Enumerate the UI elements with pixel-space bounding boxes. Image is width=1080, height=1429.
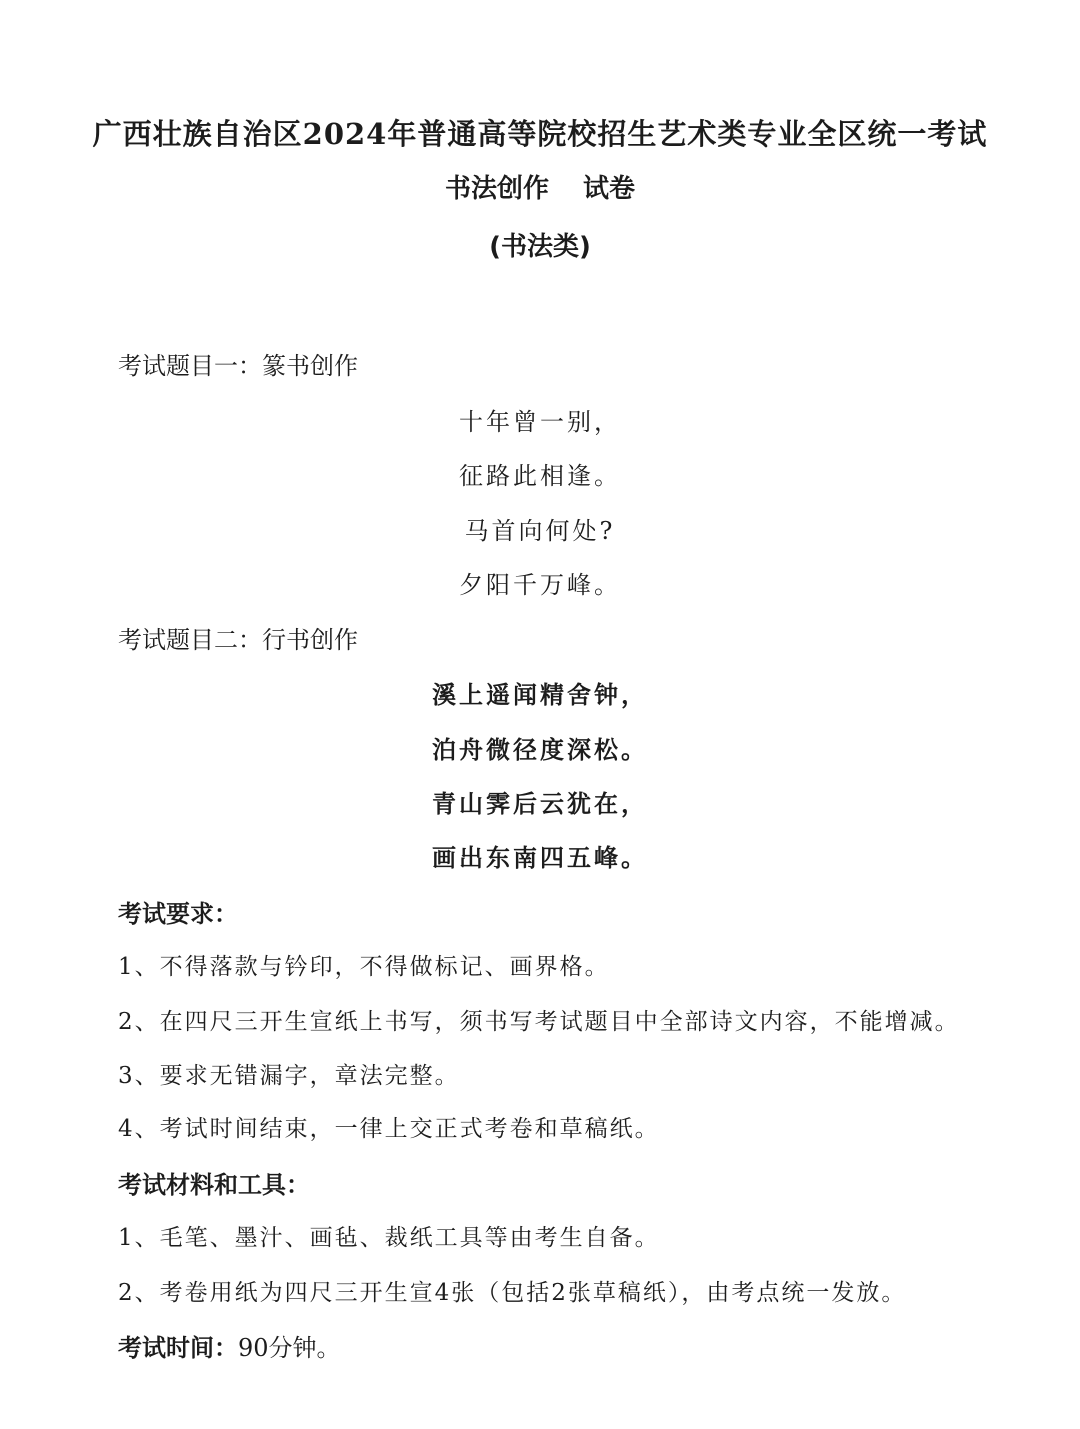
exam-subtitle [0,168,1080,205]
exam-category: (书法类) [489,232,591,262]
poem1-line: 十年曾一别， [459,408,621,436]
poem1-line: 夕阳千万峰。 [459,571,621,599]
materials-heading: 考试材料和工具： [118,1171,310,1199]
poem2-line: 画出东南四五峰。 [432,844,648,872]
material-item: 1、毛笔、墨汁、画毡、裁纸工具等由考生自备。 [118,1225,660,1251]
requirement-item: 4、考试时间结束，一律上交正式考卷和草稿纸。 [118,1116,660,1142]
question2-heading: 考试题目二：行书创作 [118,626,358,654]
exam-time-value: 90分钟。 [238,1334,341,1362]
requirements-heading: 考试要求： [118,900,238,928]
subtitle-paper: 试卷 [583,174,636,204]
poem2-line: 溪上遥闻精舍钟， [432,681,648,709]
poem2-line: 泊舟微径度深松。 [432,736,648,764]
material-item: 2、考卷用纸为四尺三开生宣4张（包括2张草稿纸），由考点统一发放。 [118,1280,907,1306]
requirement-item: 2、在四尺三开生宣纸上书写，须书写考试题目中全部诗文内容，不能增减。 [118,1009,960,1035]
subtitle-subject: 书法创作 [444,174,549,204]
requirement-item: 3、要求无错漏字，章法完整。 [118,1063,460,1089]
poem1-line: 征路此相逢。 [459,462,621,490]
question1-heading: 考试题目一：篆书创作 [118,352,358,380]
exam-time [118,1328,341,1363]
poem2-line: 青山霁后云犹在， [432,790,648,818]
exam-time-label: 考试时间： [118,1334,238,1362]
poem1-line: 马首向何处? [464,517,616,545]
exam-title: 广西壮族自治区2024年普通高等院校招生艺术类专业全区统一考试 [92,117,988,151]
requirement-item: 1、不得落款与钤印，不得做标记、画界格。 [118,954,610,980]
